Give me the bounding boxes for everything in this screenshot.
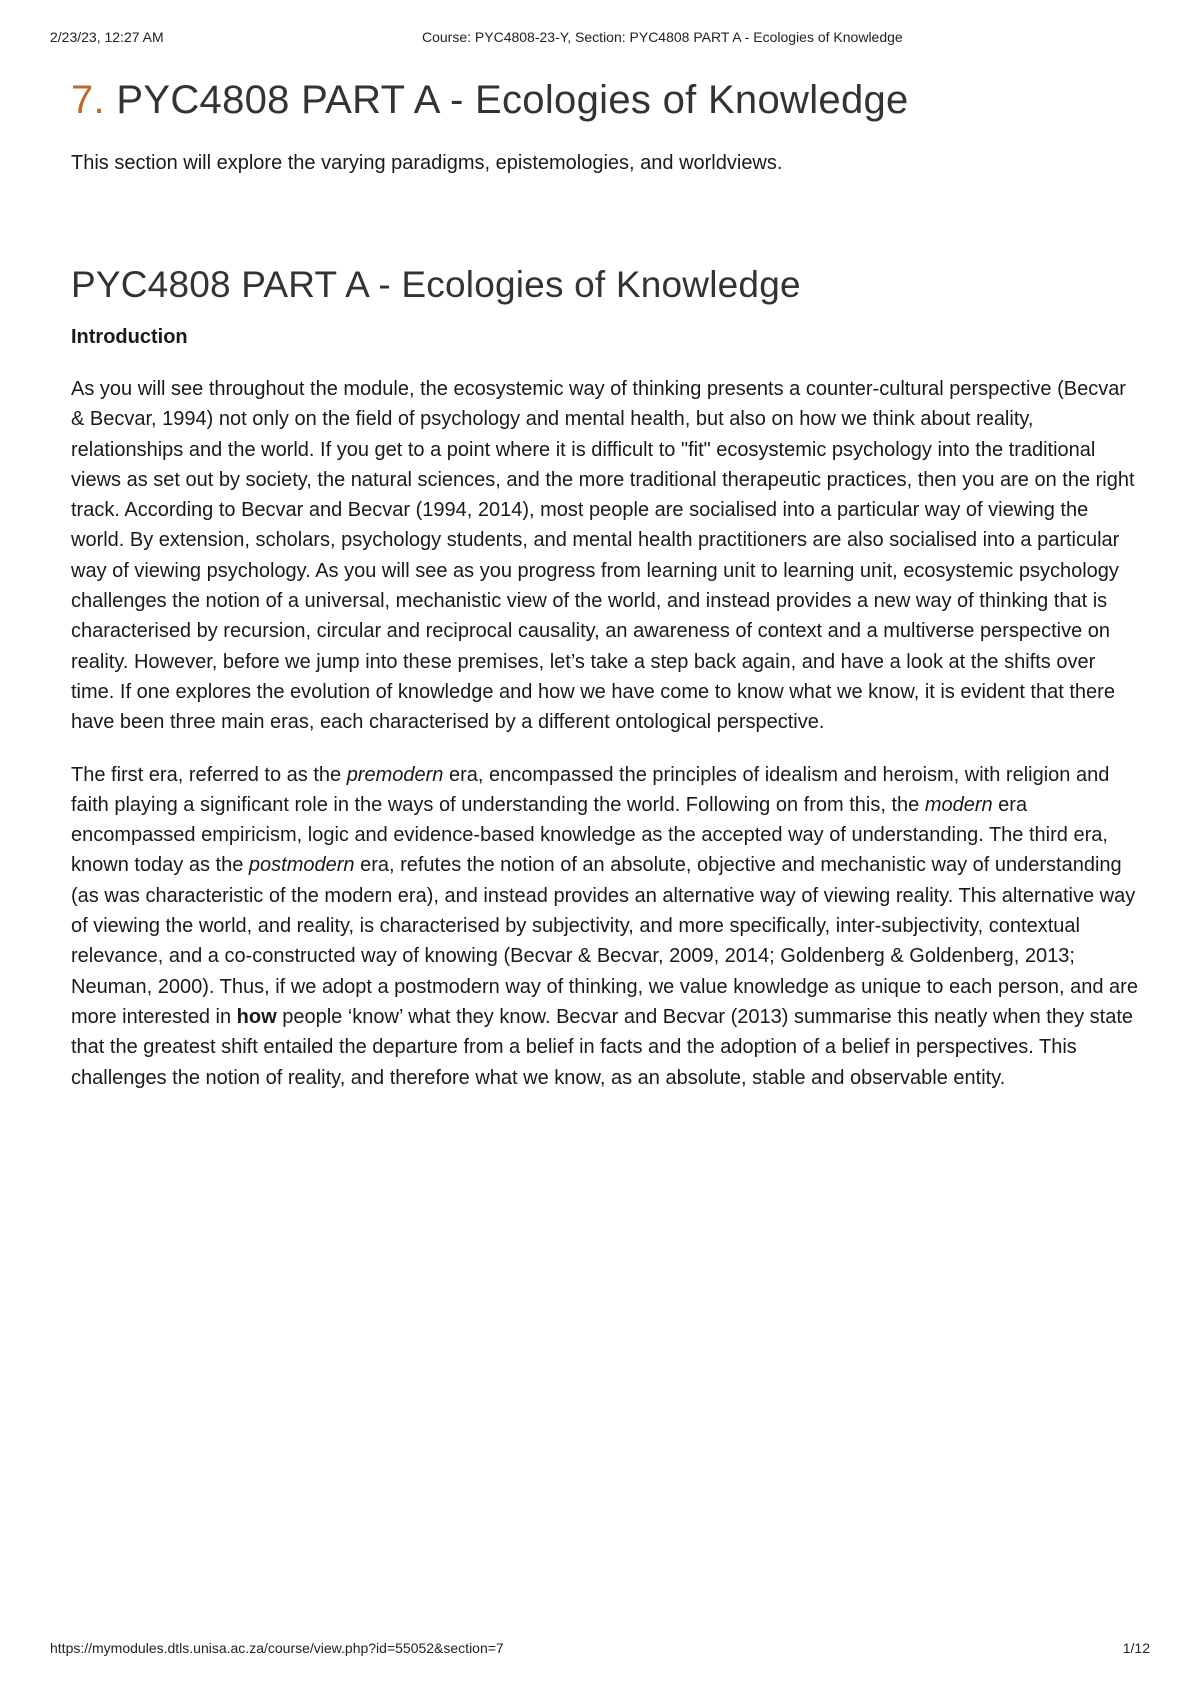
page-title: PYC4808 PART A - Ecologies of Knowledge [71, 264, 801, 305]
emphasis-postmodern: postmodern [248, 854, 355, 877]
paragraph-text: era, refutes the notion of an absolute, objective and mechanistic way of understanding (as was characteristic of the modern era), and instead provides an alternative way of viewing reality. This alternative way of viewing the world, and reality, is characterised by subjectivity, and more specifically, inter-subjectivity, contextual relevance, and a co-constructed way of knowing (Becvar & Becvar, 2009, 2014; Goldenberg & Goldenberg, 2013; Neuman, 2000). Thus, if we adopt a postmodern way of thinking, we value knowledge as unique to each person, and are more interested in [71, 854, 1138, 1028]
print-url: https://mymodules.dtls.unisa.ac.za/course/view.php?id=55052&section=7 [50, 1640, 504, 1656]
paragraph-text: era, encompassed the principles of idealism and heroism, with religion and faith playing a significant role in the ways of understanding the world. Following on from this, the [71, 763, 1110, 816]
print-header [50, 29, 1150, 49]
page-content [71, 72, 1141, 1093]
print-date: 2/23/23, 12:27 AM [50, 29, 164, 45]
intro-paragraph-2 [71, 760, 1141, 1093]
introduction-heading: Introduction [71, 326, 188, 348]
section-number: 7. [71, 78, 105, 122]
emphasis-how: how [236, 1005, 277, 1028]
print-document-title: Course: PYC4808-23-Y, Section: PYC4808 PART A - Ecologies of Knowledge [422, 29, 903, 45]
emphasis-premodern: premodern [346, 763, 444, 786]
section-heading [71, 72, 1141, 128]
emphasis-modern: modern [924, 793, 993, 816]
section-summary: This section will explore the varying paradigms, epistemologies, and worldviews. [71, 152, 783, 174]
page-number: 1/12 [1122, 1640, 1150, 1656]
section-title: PYC4808 PART A - Ecologies of Knowledge [116, 78, 909, 122]
paragraph-text: The first era, referred to as the [71, 763, 347, 786]
intro-paragraph-1: As you will see throughout the module, the ecosystemic way of thinking presents a counter-cultural perspective (Becvar & Becvar, 1994) not only on the field of psychology and mental health, but also on how we think about reality, relationships and the world. If you get to a point where it is difficult to "fit" ecosystemic psychology into the traditional views as set out by society, the natural sciences, and the more traditional therapeutic practices, then you are on the right track. According to Becvar and Becvar (1994, 2014), most people are socialised into a particular way of viewing the world. By extension, scholars, psychology students, and mental health practitioners are also socialised into a particular way of viewing psychology. As you will see as you progress from learning unit to learning unit, ecosystemic psychology challenges the notion of a universal, mechanistic view of the world, and instead provides a new way of thinking that is characterised by recursion, circular and reciprocal causality, an awareness of context and a multiverse perspective on reality. However, before we jump into these premises, let’s take a step back again, and have a look at the shifts over time. If one explores the evolution of knowledge and how we have come to know what we know, it is evident that there have been three main eras, each characterised by a different ontological perspective. [71, 378, 1135, 734]
paragraph-text: people ‘know’ what they know. Becvar and Becvar (2013) summarise this neatly when they state that the greatest shift entailed the departure from a belief in facts and the adoption of a belief in perspectives. This challenges the notion of reality, and therefore what we know, as an absolute, stable and observable entity. [71, 1005, 1134, 1089]
print-footer [50, 1640, 1150, 1660]
paragraph-text: era encompassed empiricism, logic and evidence-based knowledge as the accepted way of understanding. The third era, known today as the [71, 793, 1108, 877]
